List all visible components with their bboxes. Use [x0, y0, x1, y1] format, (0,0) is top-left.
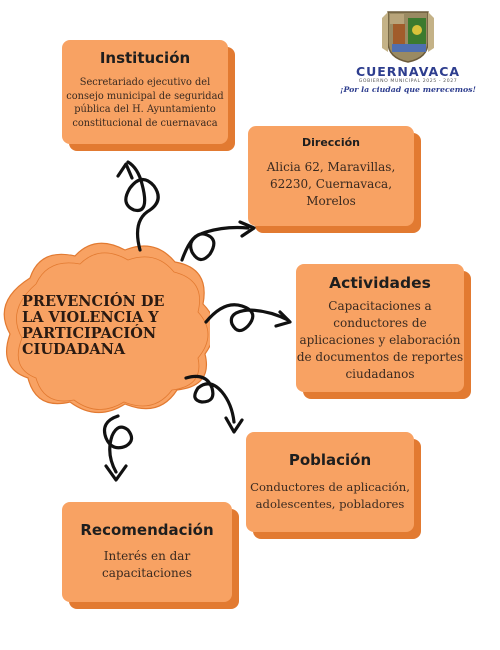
card-actividades-title: Actividades: [329, 274, 431, 292]
card-actividades: [296, 264, 464, 392]
cuernavaca-logo: [338, 8, 478, 98]
card-institucion-title: Institución: [99, 49, 191, 67]
arrow-to-actividades: [206, 305, 288, 331]
coat-of-arms-icon: [378, 8, 438, 64]
card-direccion-body: Alicia 62, Maravillas, 62230, Cuernavaca, Morelos: [266, 160, 396, 208]
card-recomendacion-body: Interés en dar capacitaciones: [101, 549, 193, 580]
card-poblacion: [246, 432, 414, 532]
card-poblacion-body: Conductores de aplicación, adolescentes, pobladores: [250, 480, 410, 511]
arrow-to-institucion: [126, 162, 158, 250]
card-direccion: [248, 126, 414, 226]
logo-slogan: ¡Por la ciudad que merecemos!: [340, 85, 476, 94]
card-institucion-body: Secretariado ejecutivo del consejo municipal de seguridad pública del H. Ayuntamiento constitucional de cuernavaca: [66, 77, 224, 129]
card-direccion-title: Dirección: [302, 136, 360, 149]
card-actividades-body: Capacitaciones a conductores de aplicaciones y elaboración de documentos de reportes ciudadanos: [296, 299, 464, 381]
center-title: PREVENCIÓN DE LA VIOLENCIA Y PARTICIPACIÓN CIUDADANA: [22, 293, 165, 358]
card-recomendacion: [62, 502, 232, 602]
card-poblacion-title: Población: [288, 451, 372, 469]
card-recomendacion-title: Recomendación: [80, 521, 214, 539]
card-institucion: [62, 40, 228, 144]
logo-name: CUERNAVACA: [355, 64, 461, 79]
logo-subtitle: GOBIERNO MUNICIPAL 2025 - 2027: [358, 79, 458, 84]
